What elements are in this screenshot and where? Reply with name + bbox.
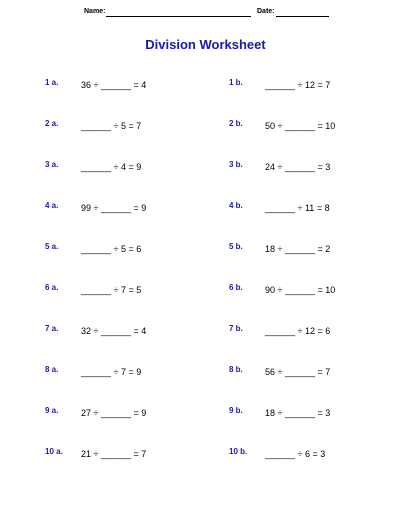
- date-line[interactable]: [276, 16, 329, 17]
- problem-expression: 18 ÷ ______ = 2: [265, 244, 331, 254]
- problem-expression: 50 ÷ ______ = 10: [265, 121, 336, 131]
- problem-number: 10 a.: [45, 447, 63, 456]
- problem-number: 8 a.: [45, 365, 59, 374]
- problem-number: 4 a.: [45, 201, 59, 210]
- problem-expression: ______ ÷ 11 = 8: [265, 203, 330, 213]
- name-line[interactable]: [106, 16, 251, 17]
- problem-number: 2 b.: [229, 119, 243, 128]
- problem-expression: 32 ÷ ______ = 4: [81, 326, 147, 336]
- problem-number: 7 b.: [229, 324, 243, 333]
- problem-expression: 24 ÷ ______ = 3: [265, 162, 331, 172]
- problem-number: 2 a.: [45, 119, 59, 128]
- worksheet-header: [0, 8, 411, 22]
- problem-number: 6 b.: [229, 283, 243, 292]
- problem-number: 6 a.: [45, 283, 59, 292]
- page-title: Division Worksheet: [145, 37, 266, 52]
- problem-number: 3 a.: [45, 160, 59, 169]
- problem-expression: ______ ÷ 6 = 3: [265, 449, 326, 459]
- problem-expression: 36 ÷ ______ = 4: [81, 80, 147, 90]
- problem-number: 8 b.: [229, 365, 243, 374]
- problem-number: 4 b.: [229, 201, 243, 210]
- problem-number: 5 b.: [229, 242, 243, 251]
- problem-expression: ______ ÷ 4 = 9: [81, 162, 142, 172]
- problem-expression: ______ ÷ 5 = 6: [81, 244, 142, 254]
- problem-number: 3 b.: [229, 160, 243, 169]
- problem-number: 7 a.: [45, 324, 59, 333]
- problem-number: 10 b.: [229, 447, 248, 456]
- date-label: Date:: [257, 8, 275, 15]
- problem-number: 5 a.: [45, 242, 59, 251]
- problem-number: 1 b.: [229, 78, 243, 87]
- problem-expression: 21 ÷ ______ = 7: [81, 449, 147, 459]
- problem-expression: 18 ÷ ______ = 3: [265, 408, 331, 418]
- problem-expression: ______ ÷ 7 = 9: [81, 367, 142, 377]
- problem-expression: ______ ÷ 5 = 7: [81, 121, 142, 131]
- problem-number: 1 a.: [45, 78, 59, 87]
- name-label: Name:: [84, 8, 106, 15]
- problem-expression: 27 ÷ ______ = 9: [81, 408, 147, 418]
- problem-expression: ______ ÷ 12 = 6: [265, 326, 331, 336]
- problem-expression: 99 ÷ ______ = 9: [81, 203, 147, 213]
- problem-expression: 90 ÷ ______ = 10: [265, 285, 336, 295]
- problem-expression: ______ ÷ 12 = 7: [265, 80, 331, 90]
- problem-number: 9 a.: [45, 406, 59, 415]
- problem-expression: ______ ÷ 7 = 5: [81, 285, 142, 295]
- problem-number: 9 b.: [229, 406, 243, 415]
- problem-expression: 56 ÷ ______ = 7: [265, 367, 331, 377]
